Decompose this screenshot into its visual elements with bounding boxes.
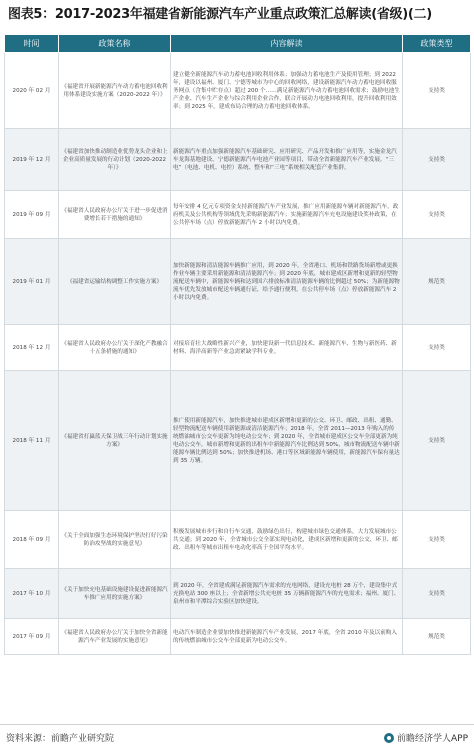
cell-policy-name: 《福建省加快推动制造业优势龙头企业和上企业高质量发展的行动计划（2020-2022 年）》	[59, 129, 171, 191]
source-note: 资料来源：前瞻产业研究院	[6, 734, 115, 744]
footer	[0, 724, 474, 751]
cell-content: 对接培育壮大战略性新兴产业，加快建设新一代信息技术、新能源汽车、生物与新医药、新材料、海洋高新等产业急需紧缺学科专业。	[171, 325, 403, 371]
header-content: 内容解读	[171, 35, 403, 53]
cell-policy-name: 《关于全面加强生态环境保护坚决打好污染防治攻坚战的实施意见》	[59, 511, 171, 569]
cell-policy-type: 支持类	[403, 511, 471, 569]
table-row	[5, 371, 471, 511]
cell-content: 每年安排 4 亿元专项资金支持新能源汽车产业发展，推广应用新能源车辆对新能源汽车，政府机关及公共机构等领域优先采购新能源汽车；实施新能源汽车充电设施建设奖补政策，在公共停车场（点）停放新能源汽车 2 小时以内免费。	[171, 191, 403, 239]
cell-policy-type: 支持类	[403, 129, 471, 191]
policy-table	[4, 34, 471, 655]
cell-policy-name: 《福建省开展新能源汽车动力蓄电池回收利用体系建设实施方案（2020-2022 年）》	[59, 53, 171, 129]
cell-time: 2018 年 11 月	[5, 371, 59, 511]
cell-policy-name: 《福建省打赢蓝天保卫战三年行动计划实施方案》	[59, 371, 171, 511]
chart-title: 图表5：2017-2023年福建省新能源汽车产业重点政策汇总解读(省级)(二)	[8, 7, 432, 22]
cell-content: 推广使用新能源汽车，加快推进城市建成区新增和更新的公交、环卫、邮政、出租、通勤、轻型物流配送车辆使用新能源或清洁能源汽车；2018 年，全省 2011—2013 年购入的传统燃油城市公交车更新为纯电动公交车；到 2020 年，全省城市建成区公交车全部更新为纯电动公交车，城市新增和更新的出租车中新能源汽车比例达到 50%，城市物流配送车辆中新能源车辆比例达到 50%；加快推进机场、港口等区域新能源车辆使用，新能源汽车保有量达到 35 万辆。	[171, 371, 403, 511]
cell-policy-type: 支持类	[403, 371, 471, 511]
cell-time: 2017 年 10 月	[5, 569, 59, 619]
cell-time: 2018 年 09 月	[5, 511, 59, 569]
table-row	[5, 239, 471, 325]
cell-content: 积极发展城市步行和自行车交通，鼓励绿色出行，构建城市绿色交通体系，大力发展城市公共交通；到 2020 年，全省城市公交全部实现电动化，建成区新增和更新的公交、环卫、邮政、出租车等城市出租车电动化率高于全国平均水平。	[171, 511, 403, 569]
cell-content: 新能源汽车重点加强新能源汽车基础研究、应用研究、产品开发和推广应用等，实施金龙汽车龙海基地建设、宁德新能源汽车电池产业园等项目，带动全省新能源汽车产业发展。“三电”（电池、电机、电控）系统、整车和“三电”系统相关配套产业集群。	[171, 129, 403, 191]
table-row	[5, 53, 471, 129]
cell-time: 2019 年 09 月	[5, 191, 59, 239]
table-header-row	[5, 35, 471, 53]
table-row	[5, 325, 471, 371]
cell-policy-name: 《福建省人民政府办公厅关于进一步促进消费增长若干措施的通知》	[59, 191, 171, 239]
cell-policy-name: 《关于加快充电基础设施建设促进新能源汽车推广应用的实施方案》	[59, 569, 171, 619]
cell-policy-type: 支持类	[403, 325, 471, 371]
cell-policy-type: 支持类	[403, 53, 471, 129]
brand-label: 前瞻经济学人APP	[396, 734, 468, 744]
cell-time: 2017 年 09 月	[5, 619, 59, 655]
cell-time: 2019 年 12 月	[5, 129, 59, 191]
cell-policy-name: 《福建省人民政府办公厅关于加快全省新能源汽车产业发展的实施意见》	[59, 619, 171, 655]
table-row	[5, 619, 471, 655]
header-policy-name: 政策名称	[59, 35, 171, 53]
cell-policy-type: 规范类	[403, 619, 471, 655]
cell-time: 2020 年 02 月	[5, 53, 59, 129]
cell-policy-type: 支持类	[403, 191, 471, 239]
cell-content: 建立健全新能源汽车动力蓄电池回收利用体系；加强动力蓄电池生产及使用管理；到 2022 年，建设以福州、厦门、宁德等城市为中心的回收网络，建设新能源汽车动力蓄电池回收服务网点（含集中贮存点）超过 200 个……满足新能源汽车动力蓄电池回收需求；鼓励电池生产企业、汽车生产企业与综合利用企业合作，联合开展动力电池回收利用，提升回收利用效率；到 2025 年，建成布局合理的动力蓄电池回收体系。	[171, 53, 403, 129]
qianzhan-logo-icon	[384, 733, 394, 743]
header-time: 时间	[5, 35, 59, 53]
cell-content: 电动汽车制造企业要加快推进新能源汽车产业发展，2017 年底，全省 2010 年及以前购入的传统燃油城市公交车全部更新为电动公交车。	[171, 619, 403, 655]
cell-content: 加快新能源和清洁能源车辆推广应用，到 2020 年，全省港口、机场和铁路货场新增或更换作业车辆主要采用新能源和清洁能源汽车；到 2020 年底，城市建成区新增和更新的轻型物流配送车辆中，新能源车辆和达到国六排放标准清洁能源车辆的比例超过 50%；为新能源物流车优先发放城市配送车辆通行证，给予通行便利，在公共停车场（点）停放新能源汽车 2 小时以内免费。	[171, 239, 403, 325]
cell-time: 2019 年 01 月	[5, 239, 59, 325]
table-row	[5, 569, 471, 619]
cell-policy-type: 规范类	[403, 239, 471, 325]
cell-policy-type: 支持类	[403, 569, 471, 619]
cell-policy-name: 《福建省运输结构调整工作实施方案》	[59, 239, 171, 325]
table-row	[5, 129, 471, 191]
table-row	[5, 191, 471, 239]
table-row	[5, 511, 471, 569]
header-policy-type: 政策类型	[403, 35, 471, 53]
cell-content: 到 2020 年，全省建成满足新能源汽车需求的充电网络，建设充电桩 28 万个，建设集中式充换电站 300 座以上；全省新增公共充电桩 35 万辆新能源汽车的充电需求；福州、厦门、泉州市和平潭综合实验区加快建设。	[171, 569, 403, 619]
cell-time: 2018 年 12 月	[5, 325, 59, 371]
brand	[384, 731, 468, 744]
cell-policy-name: 《福建省人民政府办公厅关于深化产教融合十五条措施的通知》	[59, 325, 171, 371]
